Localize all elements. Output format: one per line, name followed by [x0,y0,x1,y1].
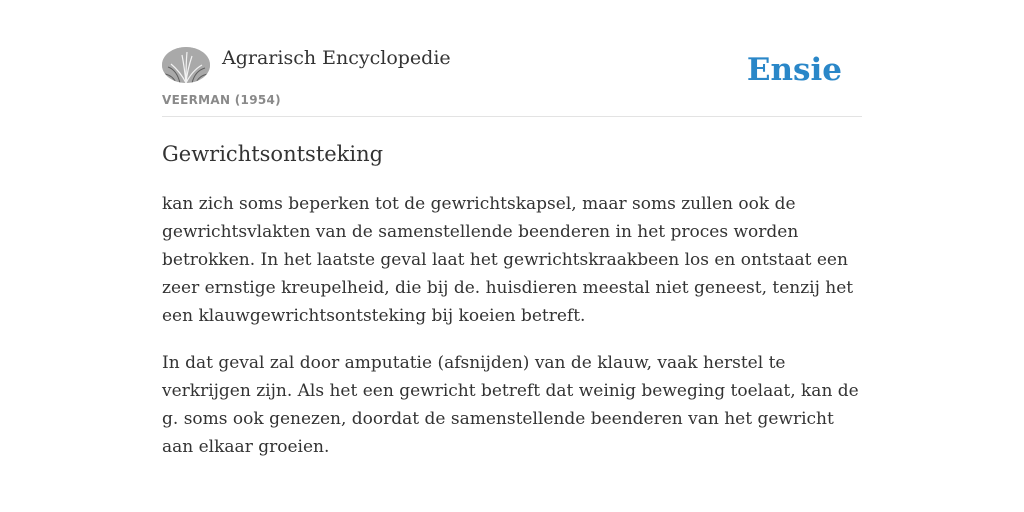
article-title: Gewrichtsontsteking [162,142,384,166]
article [162,140,862,480]
brand-logo[interactable]: Ensie [746,52,842,88]
author-byline: VEERMAN (1954) [162,93,281,107]
article-paragraph: In dat geval zal door amputatie (afsnijden) van de klauw, vaak herstel te verkrijgen zijn. Als het een gewricht betreft dat weinig beweging toelaat, kan de g. soms ook genezen, doordat de samenstellende beenderen van het gewricht aan elkaar groeien. [162,353,859,457]
wheat-grain-icon[interactable] [162,47,210,83]
publication-title[interactable]: Agrarisch Encyclopedie [222,47,451,69]
header [162,46,862,117]
article-paragraph: kan zich soms beperken tot de gewrichtskapsel, maar soms zullen ook de gewrichtsvlakten van de samenstellende beenderen in het proces worden betrokken. In het laatste geval laat het gewrichtskraakbeen los en ontstaat een zeer ernstige kreupelheid, die bij de. huisdieren meestal niet geneest, tenzij het een klauwgewrichtsontsteking bij koeien betreft. [162,194,854,326]
